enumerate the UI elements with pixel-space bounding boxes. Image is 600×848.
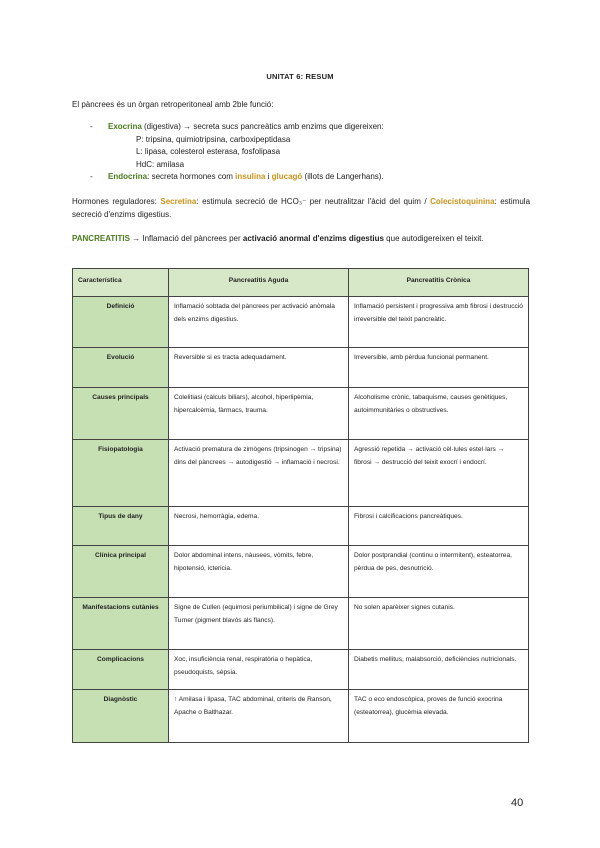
table-row bbox=[73, 546, 529, 598]
chronic-cell: TAC o eco endoscòpica, proves de funció exocrina (esteatorrea), glucèmia elevada. bbox=[349, 690, 529, 743]
exocrine-sublist bbox=[108, 134, 530, 172]
row-label: Tipus de dany bbox=[73, 507, 169, 546]
row-label: Evolució bbox=[73, 348, 169, 388]
secretin-term: Secretina bbox=[160, 197, 197, 206]
column-header: Pancreatitis Aguda bbox=[169, 269, 349, 297]
chronic-cell: Dolor postprandial (continu o intermitent), esteatorrea, pèrdua de pes, desnutrició. bbox=[349, 546, 529, 598]
enzyme-line-lipids: L: lipasa, colesterol esterasa, fosfolipasa bbox=[136, 147, 281, 156]
table-row bbox=[73, 650, 529, 690]
chronic-cell: Fibrosi i calcificacions pancreàtiques. bbox=[349, 507, 529, 546]
column-header: Pancreatitis Crònica bbox=[349, 269, 529, 297]
exocrine-text: (digestiva) → secreta sucs pancreàtics amb enzims que digereixen: bbox=[141, 122, 384, 131]
pancreatitis-paragraph: PANCREATITIS → Inflamació del pàncrees per activació anormal d'enzims digestius que autodigereixen el teixit. bbox=[72, 234, 484, 243]
acute-cell: Signe de Cullen (equimosi periumbilical) i signe de Grey Turner (pigment blavós als flancs). bbox=[169, 598, 349, 650]
function-list bbox=[90, 121, 530, 184]
table-row bbox=[73, 440, 529, 507]
acute-cell: Necrosi, hemorràgia, edema. bbox=[169, 507, 349, 546]
page-number: 40 bbox=[511, 797, 524, 809]
table-header-row bbox=[73, 269, 529, 297]
table-row bbox=[73, 690, 529, 743]
list-item-exocrine: - Exocrina (digestiva) → secreta sucs pancreàtics amb enzims que digereixen: P: tripsina, quimiotripsina, carboxipeptidasa L: lipasa, colesterol esterasa, fosfolipasa HdC: amilasa bbox=[90, 121, 530, 171]
row-label: Clínica principal bbox=[73, 546, 169, 598]
column-header: Característica bbox=[73, 269, 169, 297]
acute-cell: Xoc, insuficiència renal, respiratòria o hepàtica, pseudoquists, sèpsia. bbox=[169, 650, 349, 690]
acute-cell: ↑ Amilasa i lipasa, TAC abdominal, criteris de Ranson, Apache o Balthazar. bbox=[169, 690, 349, 743]
page-title: UNITAT 6: RESUM bbox=[266, 72, 334, 81]
intro-paragraph: El pàncrees és un òrgan retroperitoneal amb 2ble funció: bbox=[72, 100, 274, 109]
acute-cell: Inflamació sobtada del pàncrees per activació anòmala dels enzims digestius. bbox=[169, 297, 349, 348]
table-row bbox=[73, 388, 529, 440]
acute-cell: Reversible si es tracta adequadament. bbox=[169, 348, 349, 388]
acute-cell: Activació prematura de zimògens (tripsinogen → tripsina) dins del pàncrees → autodigestió → inflamació i necrosi. bbox=[169, 440, 349, 507]
chronic-cell: Diabetis mellitus, malabsorció, deficiències nutricionals. bbox=[349, 650, 529, 690]
comparison-table bbox=[72, 268, 529, 743]
table-row bbox=[73, 297, 529, 348]
row-label: Definició bbox=[73, 297, 169, 348]
insulin-term: insulina bbox=[235, 172, 266, 181]
chronic-cell: Agressió repetida → activació cèl·lules estel·lars → fibrosi → destrucció del teixit exocrí i endocrí. bbox=[349, 440, 529, 507]
table-row bbox=[73, 507, 529, 546]
endocrine-term: Endocrina bbox=[108, 172, 148, 181]
pancreatitis-term: PANCREATITIS bbox=[72, 234, 130, 243]
row-label: Complicacions bbox=[73, 650, 169, 690]
enzyme-line-proteins: P: tripsina, quimiotripsina, carboxipeptidasa bbox=[136, 134, 291, 144]
cck-term: Colecistoquinina bbox=[430, 197, 495, 206]
chronic-cell: Alcoholisme crònic, tabaquisme, causes genètiques, autoimmunitàries o obstructives. bbox=[349, 388, 529, 440]
table-row bbox=[73, 598, 529, 650]
exocrine-term: Exocrina bbox=[108, 122, 142, 131]
hormones-paragraph: Hormones reguladores: Secretina: estimula secreció de HCO₃⁻ per neutralitzar l'àcid del quim / Colecistoquinina: estimula secreció d'enzims digestius. bbox=[72, 197, 531, 219]
table-row bbox=[73, 348, 529, 388]
acute-cell: Dolor abdominal intens, nàusees, vòmits, febre, hipotensió, ictericia. bbox=[169, 546, 349, 598]
row-label: Fisiopatologia bbox=[73, 440, 169, 507]
acute-cell: Colelitiasi (càlculs biliars), alcohol, hiperlipèmia, hipercalcèmia, fàrmacs, trauma. bbox=[169, 388, 349, 440]
row-label: Causes principals bbox=[73, 388, 169, 440]
chronic-cell: Irreversible, amb pèrdua funcional permanent. bbox=[349, 348, 529, 388]
chronic-cell: No solen aparèixer signes cutanis. bbox=[349, 598, 529, 650]
glucagon-term: glucagó bbox=[271, 172, 303, 181]
list-item-endocrine: - Endocrina: secreta hormones com insulina i glucagó (illots de Langerhans). bbox=[90, 172, 384, 181]
row-label: Manifestacions cutànies bbox=[73, 598, 169, 650]
row-label: Diagnòstic bbox=[73, 690, 169, 743]
chronic-cell: Inflamació persistent i progressiva amb fibrosi i destrucció irreversible del teixit pancreàtic. bbox=[349, 297, 529, 348]
enzyme-line-carbs: HdC: amilasa bbox=[136, 159, 185, 169]
